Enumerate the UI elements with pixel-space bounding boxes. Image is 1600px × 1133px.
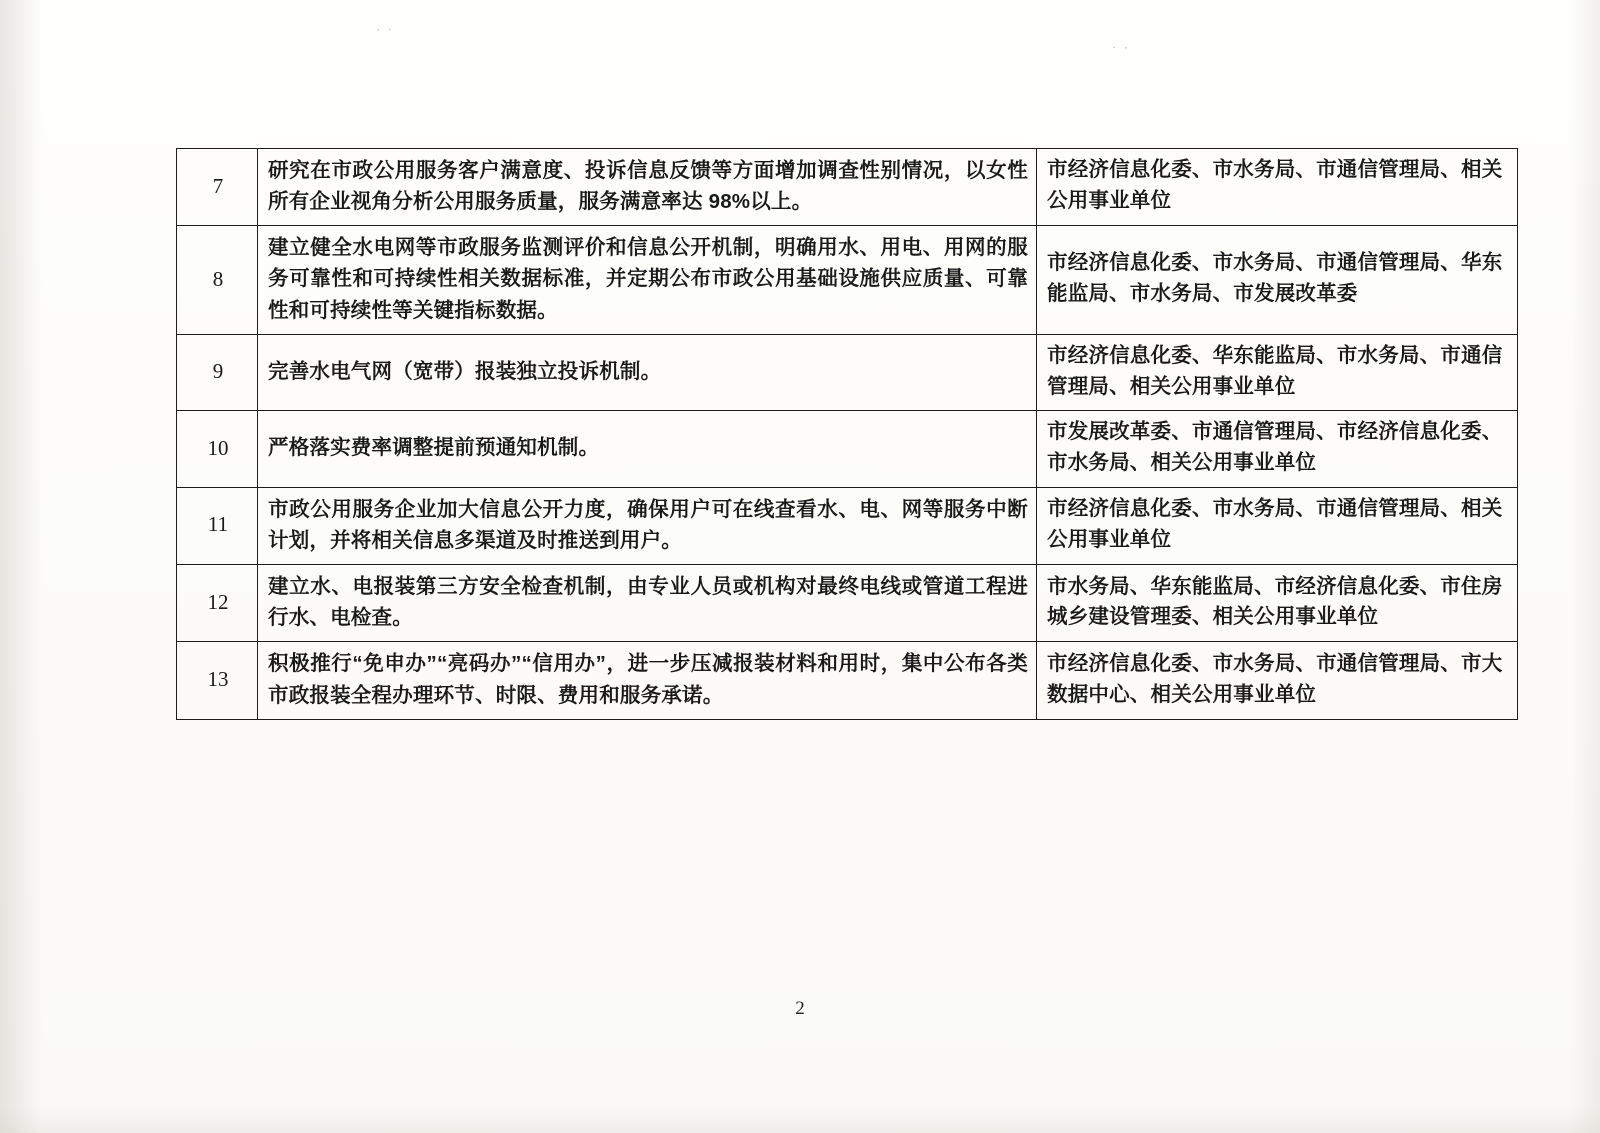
scan-edge-left [0,0,42,1133]
row-department: 市经济信息化委、市水务局、市通信管理局、市大数据中心、相关公用事业单位 [1037,642,1518,719]
table-row [177,226,1518,334]
scan-smudge-top-left: · · [375,21,395,38]
row-task: 建立水、电报装第三方安全检查机制，由专业人员或机构对最终电线或管道工程进行水、电检查。 [258,565,1037,642]
row-department: 市发展改革委、市通信管理局、市经济信息化委、市水务局、相关公用事业单位 [1037,411,1518,488]
scan-edge-right [1570,0,1600,1133]
row-number: 13 [177,642,258,719]
row-number: 11 [177,487,258,564]
row-department: 市经济信息化委、市水务局、市通信管理局、华东能监局、市水务局、市发展改革委 [1037,226,1518,334]
row-task: 建立健全水电网等市政服务监测评价和信息公开机制，明确用水、用电、用网的服务可靠性和可持续性相关数据标准，并定期公布市政公用基础设施供应质量、可靠性和可持续性等关键指标数据。 [258,226,1037,334]
row-number: 12 [177,565,258,642]
row-task: 完善水电气网（宽带）报装独立投诉机制。 [258,334,1037,411]
table-row [177,149,1518,226]
row-task: 积极推行“免申办”“亮码办”“信用办”，进一步压减报装材料和用时，集中公布各类市政报装全程办理环节、时限、费用和服务承诺。 [258,642,1037,719]
row-task: 研究在市政公用服务客户满意度、投诉信息反馈等方面增加调查性别情况，以女性所有企业视角分析公用服务质量，服务满意率达 98%以上。 [258,149,1037,226]
row-task: 严格落实费率调整提前预通知机制。 [258,411,1037,488]
row-task: 市政公用服务企业加大信息公开力度，确保用户可在线查看水、电、网等服务中断计划，并将相关信息多渠道及时推送到用户。 [258,487,1037,564]
table-row [177,411,1518,488]
row-number: 7 [177,149,258,226]
table-row [177,487,1518,564]
table-row [177,334,1518,411]
row-number: 8 [177,226,258,334]
page-number: 2 [795,998,805,1019]
row-number: 9 [177,334,258,411]
scan-smudge-top-right: · · [1111,39,1131,56]
row-department: 市经济信息化委、市水务局、市通信管理局、相关公用事业单位 [1037,149,1518,226]
row-department: 市水务局、华东能监局、市经济信息化委、市住房城乡建设管理委、相关公用事业单位 [1037,565,1518,642]
table-row [177,642,1518,719]
table-body [177,149,1518,720]
row-number: 10 [177,411,258,488]
row-department: 市经济信息化委、市水务局、市通信管理局、相关公用事业单位 [1037,487,1518,564]
row-department: 市经济信息化委、华东能监局、市水务局、市通信管理局、相关公用事业单位 [1037,334,1518,411]
table-row [177,565,1518,642]
scan-edge-bottom [0,1107,1600,1133]
task-responsibility-table [176,148,1518,720]
